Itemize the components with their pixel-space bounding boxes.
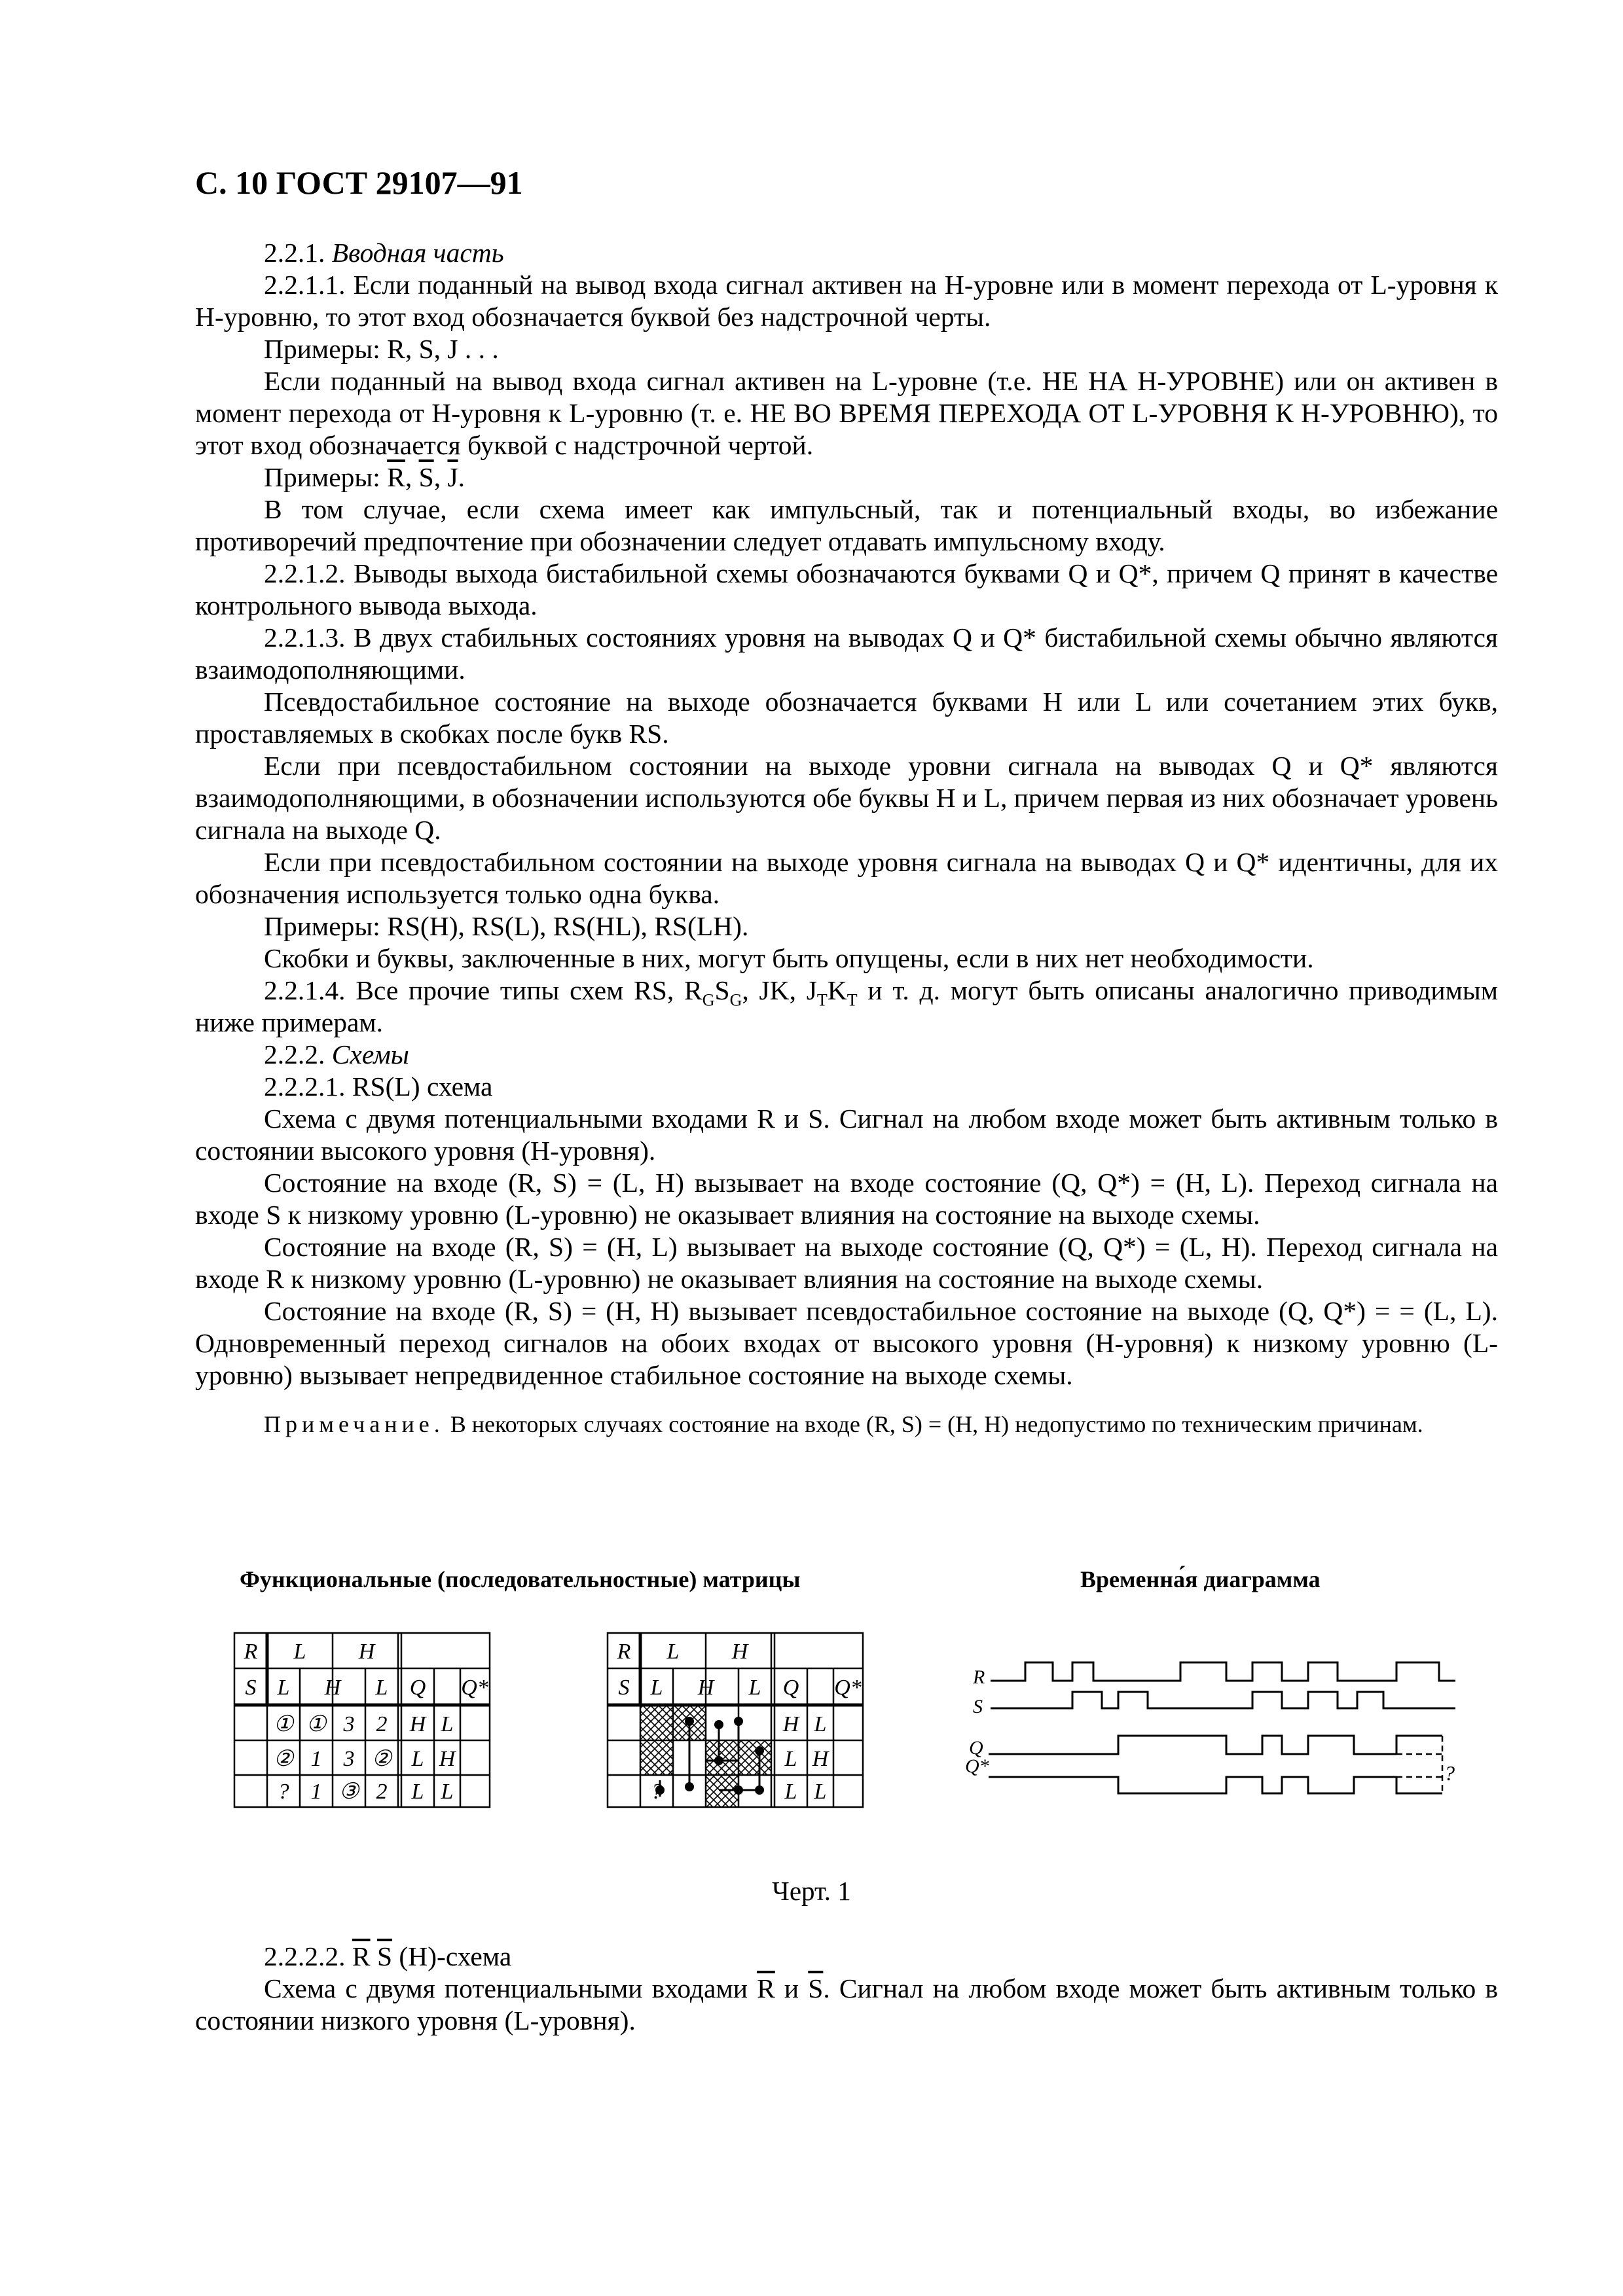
paragraph: Если при псевдостабильном состоянии на выходе уровни сигнала на выводах Q и Q* являются взаимодополняющими, в обозначении используются обе буквы Н и L, причем первая из них обозначает уровень сигнала на выходе Q. [195, 751, 1498, 845]
text-run: 2.2.1.4. Все прочие типы схем RS, [264, 975, 674, 1005]
cell: L [411, 1780, 424, 1804]
page-header: С. 10 ГОСТ 29107—91 [195, 164, 523, 201]
cell: Q* [834, 1676, 862, 1700]
examples-label: Примеры: [264, 462, 380, 492]
cell: ? [651, 1780, 663, 1804]
overlined-letter: $\overline{R}$ [352, 1941, 371, 1971]
section-number: 2.2.1. [264, 238, 325, 268]
cell: ② [273, 1747, 294, 1771]
overlined-letter: $\overline{J}$ [447, 462, 458, 492]
matrices-title: Функциональные (последовательностные) матрицы [240, 1566, 801, 1592]
signal-label-r: R [973, 1666, 985, 1688]
text-run: K [827, 975, 847, 1005]
cell: R [617, 1640, 631, 1664]
cell: ① [306, 1712, 327, 1736]
cell: Q [409, 1676, 426, 1700]
note-label: Примечание. [264, 1411, 445, 1437]
cell: H [439, 1747, 456, 1771]
overlined-letter: $\overline{S}$ [418, 462, 434, 492]
paragraph: В том случае, если схема имеет как импульсный, так и потенциальный входы, во избежание противоречий предпочтение при обозначении следует отдавать импульсному входу. [195, 494, 1498, 556]
cell: R [244, 1640, 258, 1664]
cell: L [784, 1747, 797, 1771]
cell: H [358, 1640, 375, 1664]
cell: ① [273, 1712, 294, 1736]
overlined-letter: $\overline{R}$ [387, 462, 405, 492]
cell: 2 [376, 1780, 388, 1804]
cell: 1 [310, 1780, 322, 1804]
figure-1 [195, 1564, 1478, 1872]
cell: 1 [310, 1747, 322, 1771]
cell: L [375, 1676, 388, 1700]
cell: L [650, 1676, 663, 1700]
paragraph: 2.2.1.1. Если поданный на вывод входа сигнал активен на Н-уровне или в момент перехода от L-уровня к Н-уровню, то этот вход обозначается буквой без надстрочной черты. [195, 270, 1498, 332]
figure-caption: Черт. 1 [772, 1876, 851, 1906]
paragraph: 2.2.2.1. RS(L) схема [264, 1071, 493, 1102]
undefined-state-mark: ? [1444, 1761, 1455, 1785]
cell: ② [371, 1747, 392, 1771]
cell: L [814, 1712, 827, 1736]
body-text-2 [195, 1941, 1498, 2037]
cell: Q [782, 1676, 799, 1700]
paragraph: Примеры: $\overline{R}$, $\overline{S}$, $\overline{J}$. [264, 462, 465, 492]
cell: S [245, 1676, 257, 1700]
overlined-letter: $\overline{S}$ [376, 1941, 393, 1971]
cell: H [731, 1640, 748, 1664]
paragraph: Состояние на входе (R, S) = (H, H) вызывает псевдостабильное состояние на выходе (Q, Q*) = = (L, L). Одновременный переход сигналов на обоих входах от высокого уровня (Н-уровня) к низкому уровню (L-уровню) вызывает непредвиденное стабильное состояние на выходе схемы. [195, 1296, 1498, 1390]
subscript: G [702, 990, 715, 1010]
cell: L [411, 1747, 424, 1771]
signal-label-q-star: Q* [965, 1755, 989, 1777]
paragraph [195, 237, 1498, 269]
functional-matrix-2 [608, 1633, 863, 1807]
cell: ③ [338, 1780, 359, 1804]
subscript: T [847, 990, 858, 1010]
paragraph: Если поданный на вывод входа сигнал активен на L-уровне (т.е. НЕ НА Н-УРОВНЕ) или он активен в момент перехода от Н-уровня к L-уровню (т. е. НЕ ВО ВРЕМЯ ПЕРЕХОДА ОТ L-УРОВНЯ К Н-УРОВНЮ), то этот вход обозначается буквой с надстрочной чертой. [195, 366, 1498, 460]
text-run: . Сигнал на любом входе может быть активным только в состоянии низкого уровня (L-уровня). [195, 1973, 1498, 2036]
text-run: J [806, 975, 817, 1005]
paragraph: Скобки и буквы, заключенные в них, могут быть опущены, если в них нет необходимости. [264, 943, 1314, 973]
paragraph: Если при псевдостабильном состоянии на выходе уровня сигнала на выводах Q и Q* идентичны, для их обозначения используется только одна буква. [195, 847, 1498, 909]
paragraph [195, 1973, 1498, 2037]
paragraph: Примеры: RS(H), RS(L), RS(HL), RS(LH). [264, 911, 749, 941]
text-run: R [684, 975, 702, 1005]
cell: L [666, 1640, 680, 1664]
body-text [195, 237, 1498, 1439]
cell: L [814, 1780, 827, 1804]
text-run: Схема с двумя потенциальными входами [264, 1973, 748, 2003]
paragraph: Схема с двумя потенциальными входами R и S. Сигнал на любом входе может быть активным только в состоянии высокого уровня (Н-уровня). [195, 1103, 1498, 1166]
overlined-letter: $\overline{R}$ [757, 1973, 775, 2003]
cell: H [324, 1676, 341, 1700]
cell: S [618, 1676, 630, 1700]
cell: L [784, 1780, 797, 1804]
text-run: и [784, 1973, 799, 2003]
paragraph: 2.2.1.2. Выводы выхода бистабильной схемы обозначаются буквами Q и Q*, причем Q принят в качестве контрольного вывода выхода. [195, 558, 1498, 620]
section-number: 2.2.2. [264, 1039, 325, 1069]
paragraph [195, 1039, 1498, 1071]
cell: Q* [461, 1676, 488, 1700]
cell: L [441, 1780, 454, 1804]
cell: L [441, 1712, 454, 1736]
timing-diagram [965, 1662, 1455, 1793]
overlined-letter: $\overline{S}$ [808, 1973, 824, 2003]
cell: 3 [343, 1712, 355, 1736]
cell: H [697, 1676, 714, 1700]
paragraph: 2.2.1.3. В двух стабильных состояниях уровня на выводах Q и Q* бистабильной схемы обычно являются взаимодополняющими. [195, 622, 1498, 685]
cell: 2 [376, 1712, 388, 1736]
cell: H [782, 1712, 799, 1736]
section-title: Схемы [331, 1039, 409, 1069]
subscript: G [729, 990, 742, 1010]
cell: H [409, 1712, 426, 1736]
text-run: S [714, 975, 730, 1005]
cell: L [293, 1640, 306, 1664]
text-run: и т. д. могут быть описаны аналогично приводимым ниже примерам. [195, 975, 1498, 1037]
signal-label-q: Q [969, 1737, 983, 1759]
cell: L [277, 1676, 290, 1700]
paragraph: Псевдостабильное состояние на выходе обозначается буквами Н или L или сочетанием этих букв, проставляемых в скобках после букв RS. [195, 687, 1498, 749]
signal-label-s: S [973, 1696, 983, 1717]
subscript: T [816, 990, 828, 1010]
cell: 3 [343, 1747, 355, 1771]
cell: L [748, 1676, 761, 1700]
paragraph: Состояние на входе (R, S) = (H, L) вызывает на выходе состояние (Q, Q*) = (L, H). Переход сигнала на входе R к низкому уровню (L-уровню) не оказывает влияния на состояние на выходе схемы. [195, 1232, 1498, 1294]
paragraph: Состояние на входе (R, S) = (L, H) вызывает на входе состояние (Q, Q*) = (H, L). Переход сигнала на входе S к низкому уровню (L-уровню) не оказывает влияния на состояние на выходе схемы. [195, 1168, 1499, 1230]
cell: ? [278, 1780, 289, 1804]
section-title: Вводная часть [331, 238, 504, 268]
paragraph: Примеры: R, S, J . . . [264, 334, 499, 364]
cell: H [812, 1747, 829, 1771]
paragraph [195, 975, 1498, 1039]
note [195, 1410, 1498, 1439]
timing-diagram-title: Временна́я диаграмма [1080, 1566, 1321, 1592]
note-text: В некоторых случаях состояние на входе (R, S) = (H, H) недопустимо по техническим причинам. [450, 1411, 1423, 1437]
section-heading [195, 1941, 1498, 1973]
text-run: , JK, [742, 975, 796, 1005]
text-run: (H)-схема [399, 1941, 512, 1971]
section-number: 2.2.2.2. [264, 1941, 346, 1971]
